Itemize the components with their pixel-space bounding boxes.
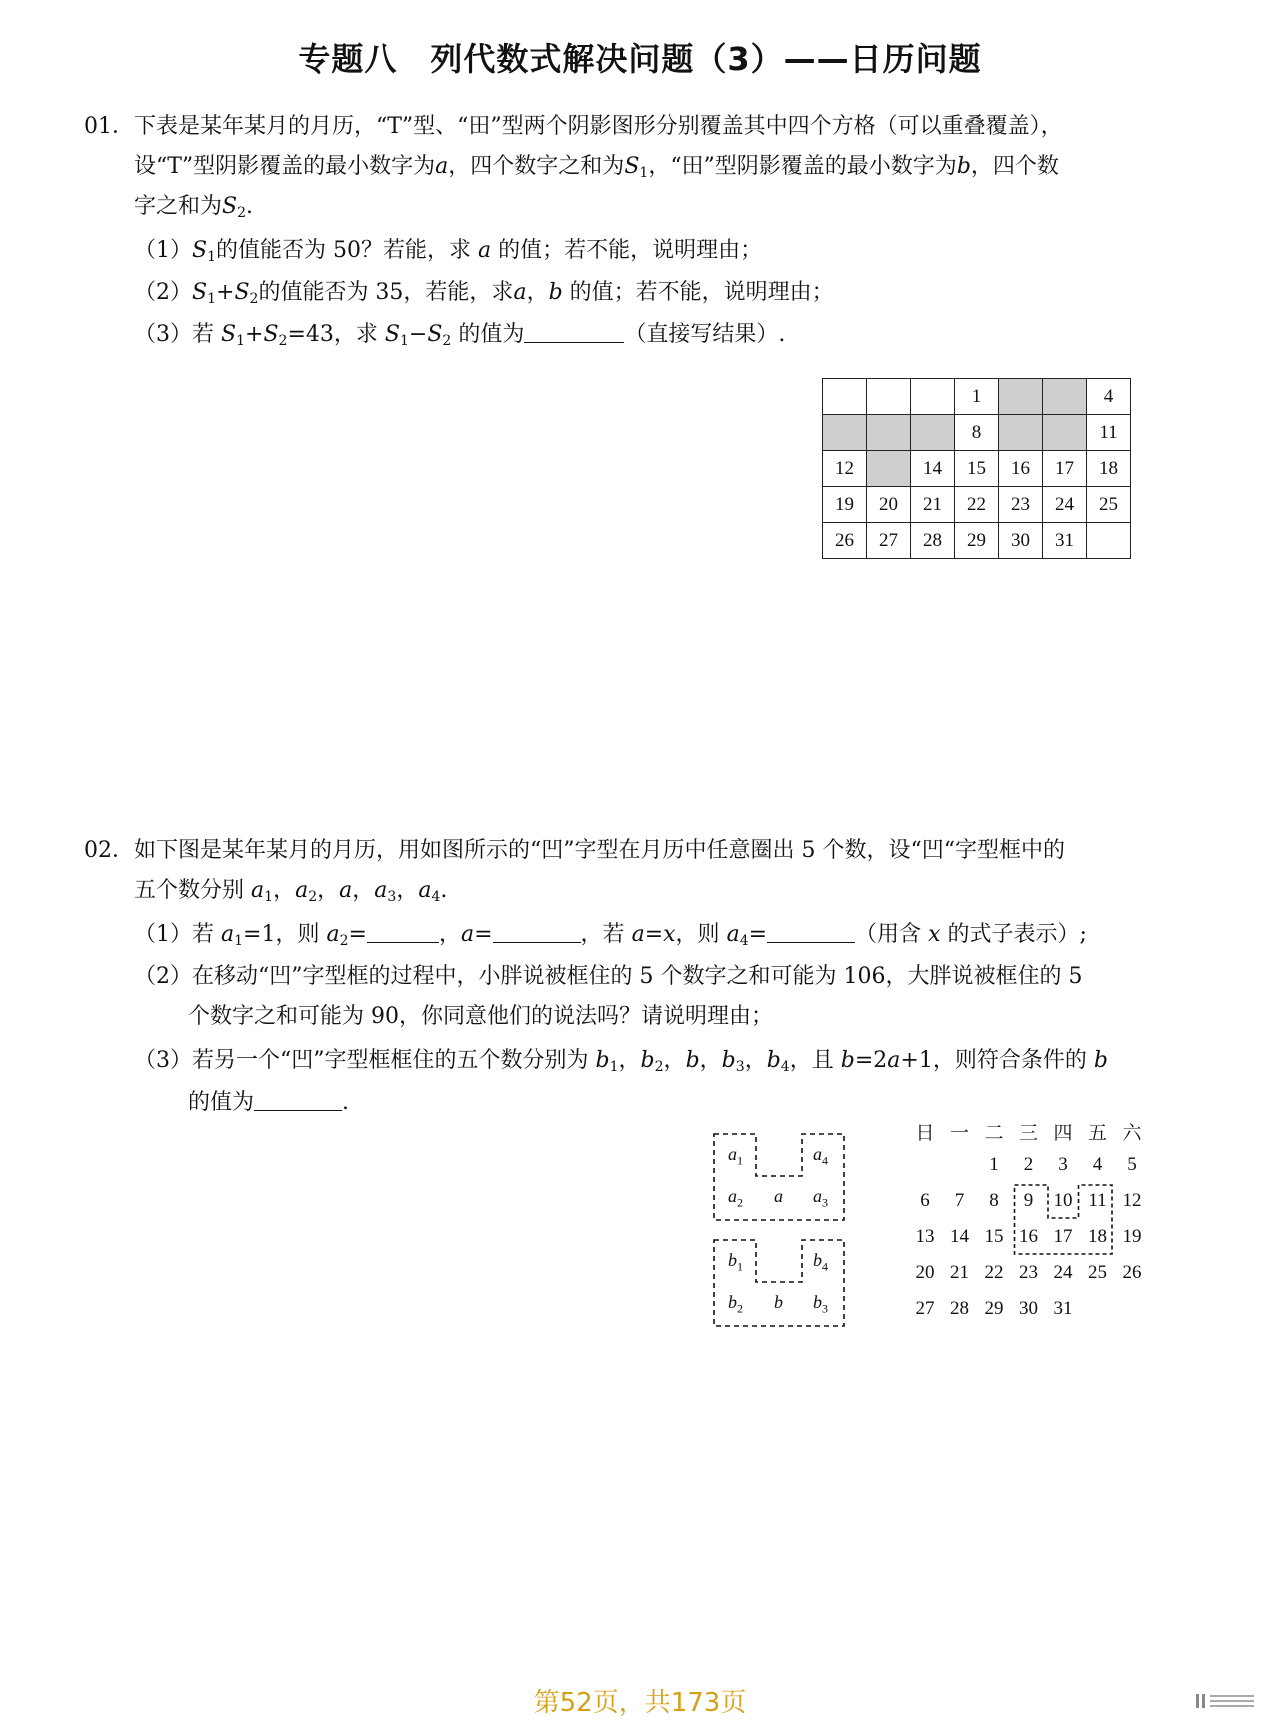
q1-line-2 <box>134 152 1059 188</box>
var: b <box>1093 1048 1108 1073</box>
calendar-2 <box>908 1118 1148 1338</box>
calendar-cell: 1 <box>955 379 999 415</box>
calendar-cell: 24 <box>1043 487 1087 523</box>
text: 设“T”型阴影覆盖的最小数字为 <box>134 154 436 179</box>
u-frame-highlight <box>908 1118 1148 1338</box>
q2-part-2-line-1: （2）在移动“凹”字型框的过程中，小胖说被框住的 5 个数字之和可能为 106，大胖说被框住的 5 <box>134 964 1083 989</box>
text: ， <box>526 280 549 305</box>
subscript: 1 <box>207 249 216 265</box>
label-a3: $a_3$ <box>813 1186 828 1210</box>
text: − <box>408 322 428 347</box>
text: =43，求 <box>287 322 378 347</box>
text: ，且 <box>789 1048 834 1073</box>
text: ，若 <box>580 922 625 947</box>
calendar-cell: 27 <box>867 523 911 559</box>
calendar-day: 28 <box>950 1298 969 1319</box>
calendar-cell: 29 <box>955 523 999 559</box>
subscript: 2 <box>278 333 288 349</box>
calendar-day: 25 <box>1088 1262 1107 1283</box>
q2-part-3-line-2 <box>188 1088 349 1118</box>
var: b <box>685 1048 700 1073</box>
label-a4: $a_4$ <box>813 1144 828 1168</box>
answer-blank[interactable] <box>493 920 581 943</box>
calendar-cell-shaded <box>1043 415 1087 451</box>
u-frame-b <box>712 1238 846 1328</box>
weekday-header: 五 <box>1087 1122 1107 1144</box>
subscript: 2 <box>442 333 452 349</box>
text: （2） <box>134 280 192 305</box>
subscript: 1 <box>399 333 409 349</box>
text: =1，则 <box>243 922 320 947</box>
text: + <box>216 280 235 305</box>
q1-part-2 <box>134 278 834 314</box>
calendar-day: 27 <box>915 1298 935 1319</box>
var: a <box>435 154 449 179</box>
text: ，“田”型阴影覆盖的最小数字为 <box>648 154 957 179</box>
label-b4: $b_4$ <box>813 1250 828 1274</box>
calendar-cell: 8 <box>955 415 999 451</box>
page-footer: 第52页，共173页 <box>533 1688 747 1718</box>
q1-part-1 <box>134 236 762 272</box>
calendar-cell <box>823 379 867 415</box>
subscript: 3 <box>387 889 397 905</box>
u-frame-a <box>712 1132 846 1222</box>
text: 下表是某年某月的月历，“T”型、“田”型两个阴影图形分别覆盖其中四个方格（可以重叠覆盖）， <box>134 114 1063 139</box>
calendar-cell: 19 <box>823 487 867 523</box>
question-number: 02． <box>84 838 134 863</box>
text: +1，则符合条件的 <box>900 1048 1087 1073</box>
text: ， <box>352 878 375 903</box>
var: a <box>513 280 527 305</box>
text: 的值为 <box>458 322 525 347</box>
calendar-day: 22 <box>984 1262 1004 1283</box>
text: 的值能否为 35，若能，求 <box>258 280 514 305</box>
calendar-table-1 <box>822 378 1131 559</box>
text: ， <box>396 878 419 903</box>
text: 的值；若不能，说明理由； <box>498 238 763 263</box>
subscript: 2 <box>249 291 259 307</box>
calendar-cell-shaded <box>867 451 911 487</box>
text: ， <box>317 878 340 903</box>
calendar-cell <box>911 379 955 415</box>
subscript: 4 <box>780 1059 790 1075</box>
calendar-day: 18 <box>1088 1226 1107 1247</box>
text: = <box>348 922 367 947</box>
calendar-day: 2 <box>1023 1154 1034 1175</box>
text: 如下图是某年某月的月历，用如图所示的“凹”字型在月历中任意圈出 5 个数，设“凹“字型框中的 <box>134 838 1065 863</box>
calendar-day: 9 <box>1023 1190 1034 1211</box>
var: b <box>766 1048 781 1073</box>
text: + <box>245 322 264 347</box>
text: （1）若 <box>134 922 214 947</box>
calendar-cell: 14 <box>911 451 955 487</box>
text: = <box>474 922 493 947</box>
calendar-cell: 15 <box>955 451 999 487</box>
calendar-cell: 26 <box>823 523 867 559</box>
answer-blank[interactable] <box>367 920 439 943</box>
var: a <box>374 878 388 903</box>
label-b2: $b_2$ <box>728 1292 743 1316</box>
text: （3）若 <box>134 322 214 347</box>
calendar-day: 31 <box>1053 1298 1073 1319</box>
text: （直接写结果）. <box>624 322 786 347</box>
label-b1: $b_1$ <box>728 1250 743 1274</box>
q1-part-3 <box>134 320 785 356</box>
calendar-cell: 11 <box>1087 415 1131 451</box>
calendar-day: 29 <box>984 1298 1004 1319</box>
subscript: 2 <box>654 1059 664 1075</box>
var: a <box>295 878 309 903</box>
table-row <box>823 379 1131 415</box>
var: a <box>221 922 235 947</box>
calendar-cell: 16 <box>999 451 1043 487</box>
calendar-cell: 21 <box>911 487 955 523</box>
subscript: 1 <box>264 889 274 905</box>
calendar-cell: 30 <box>999 523 1043 559</box>
var: S <box>384 322 400 347</box>
var: b <box>595 1048 610 1073</box>
text: 的值；若不能，说明理由； <box>569 280 834 305</box>
text: 字之和为 <box>134 194 223 219</box>
var: S <box>192 238 208 263</box>
calendar-cell: 23 <box>999 487 1043 523</box>
var: a <box>478 238 492 263</box>
var: a <box>339 878 353 903</box>
calendar-cell: 18 <box>1087 451 1131 487</box>
calendar-day: 23 <box>1019 1262 1038 1283</box>
calendar-day: 6 <box>920 1190 930 1211</box>
table-row <box>823 487 1131 523</box>
answer-blank[interactable] <box>767 920 855 943</box>
subscript: 1 <box>234 933 244 949</box>
text: ， <box>663 1048 686 1073</box>
text: 的值为 <box>188 1090 255 1115</box>
text: 的值能否为 50？若能，求 <box>216 238 471 263</box>
calendar-cell-shaded <box>867 415 911 451</box>
weekday-header: 三 <box>1018 1122 1038 1144</box>
calendar-day: 10 <box>1053 1190 1073 1211</box>
text: = <box>748 922 768 947</box>
calendar-day: 4 <box>1092 1154 1103 1175</box>
calendar-cell <box>867 379 911 415</box>
q1-line-3 <box>134 192 253 228</box>
calendar-cell: 4 <box>1087 379 1131 415</box>
text: ，则 <box>675 922 720 947</box>
weekday-header: 二 <box>984 1122 1004 1144</box>
text: （3）若另一个“凹”字型框框住的五个数分别为 <box>134 1048 589 1073</box>
calendar-day: 3 <box>1058 1154 1068 1175</box>
calendar-cell: 28 <box>911 523 955 559</box>
calendar-cell-shaded <box>1043 379 1087 415</box>
calendar-day: 19 <box>1122 1226 1142 1247</box>
var: S <box>221 322 237 347</box>
text: ，四个数 <box>970 154 1059 179</box>
text: 的式子表示）; <box>947 922 1087 947</box>
q2-line-2 <box>134 876 447 912</box>
var: a <box>631 922 645 947</box>
table-row <box>823 415 1131 451</box>
q2-part-3-line-1 <box>134 1046 1108 1082</box>
calendar-day: 13 <box>915 1226 935 1247</box>
text: ， <box>618 1048 641 1073</box>
var: S <box>427 322 443 347</box>
calendar-cell-shaded <box>911 415 955 451</box>
calendar-day: 14 <box>950 1226 969 1247</box>
var: x <box>928 922 941 947</box>
answer-blank[interactable] <box>524 320 624 343</box>
text: = <box>644 922 664 947</box>
text: . <box>342 1090 350 1115</box>
page-title: 专题八 列代数式解决问题（3）——日历问题 <box>298 40 982 78</box>
table-row <box>823 523 1131 559</box>
var: S <box>263 322 279 347</box>
text: . <box>246 194 254 219</box>
text: （1） <box>134 238 192 263</box>
menu-icon <box>1196 1691 1256 1711</box>
q2-part-1 <box>134 920 1087 956</box>
q1-line-1 <box>84 112 1063 142</box>
label-a: a <box>774 1186 783 1206</box>
calendar-day: 17 <box>1053 1226 1073 1247</box>
calendar-cell: 31 <box>1043 523 1087 559</box>
calendar-day: 20 <box>915 1262 935 1283</box>
calendar-day: 16 <box>1019 1226 1038 1247</box>
calendar-cell: 20 <box>867 487 911 523</box>
text: ， <box>273 878 296 903</box>
calendar-day: 15 <box>984 1226 1004 1247</box>
text: . <box>440 878 448 903</box>
weekday-header: 四 <box>1053 1122 1073 1144</box>
subscript: 1 <box>236 333 245 349</box>
var: S <box>222 194 238 219</box>
weekday-header: 日 <box>915 1122 935 1144</box>
calendar-day: 12 <box>1122 1190 1142 1211</box>
calendar-cell: 22 <box>955 487 999 523</box>
calendar-cell-shaded <box>823 415 867 451</box>
calendar-day: 24 <box>1053 1262 1073 1283</box>
var: b <box>640 1048 655 1073</box>
calendar-cell: 12 <box>823 451 867 487</box>
q2-line-1 <box>84 836 1065 866</box>
calendar-day: 5 <box>1127 1154 1137 1175</box>
label-a2: $a_2$ <box>728 1186 743 1210</box>
text: ， <box>699 1048 722 1073</box>
subscript: 3 <box>735 1059 745 1075</box>
subscript: 2 <box>339 933 349 949</box>
var: b <box>548 280 563 305</box>
var: S <box>192 280 208 305</box>
var: S <box>234 280 250 305</box>
calendar-day: 30 <box>1019 1298 1038 1319</box>
subscript: 2 <box>237 205 247 221</box>
label-b3: $b_3$ <box>813 1292 828 1316</box>
question-number: 01． <box>84 114 134 139</box>
calendar-cell-shaded <box>999 415 1043 451</box>
weekday-header: 六 <box>1122 1122 1142 1144</box>
text: =2 <box>854 1048 888 1073</box>
calendar-day: 1 <box>989 1154 999 1175</box>
subscript: 4 <box>431 889 441 905</box>
var: S <box>624 154 640 179</box>
text: ，四个数字之和为 <box>448 154 625 179</box>
calendar-cell-shaded <box>999 379 1043 415</box>
subscript: 1 <box>609 1059 619 1075</box>
text: 五个数分别 <box>134 878 245 903</box>
u-frame-path <box>1015 1185 1113 1254</box>
label-a1: $a_1$ <box>728 1144 743 1168</box>
var: a <box>251 878 265 903</box>
text: ， <box>438 922 461 947</box>
subscript: 1 <box>639 165 649 181</box>
subscript: 1 <box>207 291 216 307</box>
calendar-day: 8 <box>989 1190 999 1211</box>
var: a <box>326 922 340 947</box>
var: a <box>726 922 740 947</box>
var: b <box>721 1048 736 1073</box>
var: a <box>460 922 475 947</box>
var: a <box>418 878 432 903</box>
calendar-cell: 17 <box>1043 451 1087 487</box>
var: a <box>887 1048 901 1073</box>
var: b <box>956 154 971 179</box>
calendar-cell: 25 <box>1087 487 1131 523</box>
calendar-day: 21 <box>950 1262 969 1283</box>
subscript: 4 <box>739 933 749 949</box>
q2-part-2-line-2: 个数字之和可能为 90，你同意他们的说法吗？请说明理由； <box>188 1004 773 1029</box>
var: x <box>663 922 676 947</box>
var: b <box>840 1048 855 1073</box>
calendar-day: 11 <box>1088 1190 1107 1211</box>
text: ， <box>744 1048 767 1073</box>
subscript: 2 <box>308 889 318 905</box>
calendar-cell <box>1087 523 1131 559</box>
table-row <box>823 451 1131 487</box>
calendar-day: 7 <box>954 1190 965 1211</box>
calendar-day: 26 <box>1122 1262 1142 1283</box>
label-b: b <box>774 1292 783 1312</box>
text: （用含 <box>855 922 922 947</box>
answer-blank[interactable] <box>254 1088 342 1111</box>
weekday-header: 一 <box>949 1122 969 1144</box>
